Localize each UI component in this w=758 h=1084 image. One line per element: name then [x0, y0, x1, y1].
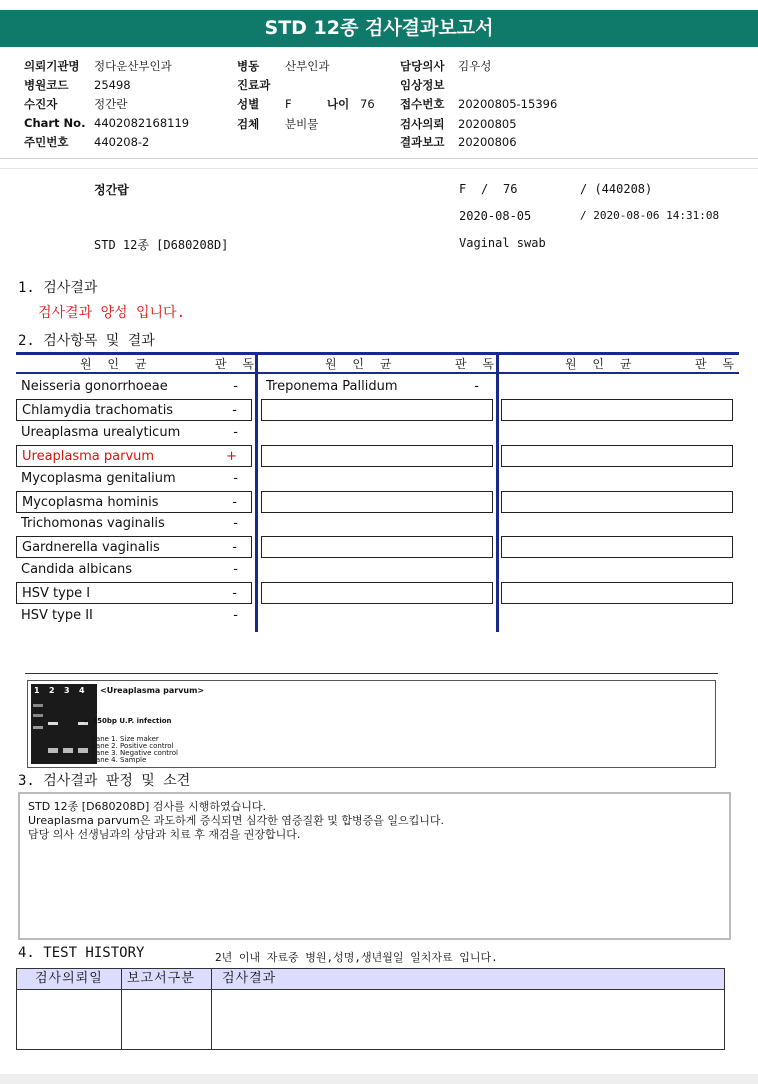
chart-no-row [24, 116, 189, 130]
empty-result-row [501, 445, 733, 467]
sex-row [237, 96, 375, 112]
gel-legend-2: Lane 2. Positive control [92, 742, 174, 750]
gel-band [33, 714, 43, 717]
judgment-value: - [233, 379, 238, 394]
judgment-value: - [232, 540, 237, 556]
empty-result-row [501, 536, 733, 558]
history-col-request-date: 검사의뢰일 [35, 971, 103, 986]
institution-value: 정다운산부인과 [94, 59, 172, 73]
pathogen-name: Mycoplasma hominis [22, 494, 159, 510]
empty-result-row [261, 399, 493, 421]
judgment-value: - [232, 494, 237, 510]
col3-judgment-header: 판 독 [695, 357, 740, 371]
specimen-row [237, 116, 318, 132]
pathogen-name: Ureaplasma parvum [22, 448, 155, 464]
pathogen-name: Gardnerella vaginalis [22, 540, 160, 556]
gel-band [33, 704, 43, 707]
opinion-line-1: STD 12종 [D680208D] 검사를 시행하였습니다. [28, 800, 267, 813]
gel-band [78, 748, 88, 753]
pathogen-name: Chlamydia trachomatis [22, 402, 174, 418]
result-row [16, 605, 252, 627]
judgment-value: - [232, 402, 237, 418]
hospital-code-value: 25498 [94, 78, 131, 92]
pathogen-name: HSV type II [21, 608, 93, 623]
judgment-value: - [233, 470, 238, 486]
specimen-value: 분비물 [285, 117, 319, 131]
history-note: 2년 이내 자료중 병원,성명,생년월일 일치자료 입니다. [215, 951, 498, 964]
empty-result-row [501, 582, 733, 604]
request-label: 검사의뢰 [400, 117, 445, 131]
receipt-label: 접수번호 [400, 97, 445, 111]
judgment-value: - [233, 562, 238, 578]
request-row [400, 116, 517, 132]
empty-result-row [261, 491, 493, 513]
gel-figure [27, 680, 716, 768]
result-row [16, 582, 252, 604]
clinical-row [400, 77, 458, 93]
gel-legend-1: Lane 1. Size maker [92, 735, 159, 743]
pathogen-name: Treponema Pallidum [266, 379, 398, 394]
result-row [16, 399, 252, 421]
result-row [16, 468, 252, 490]
history-col-divider [121, 969, 122, 1049]
col1-judgment-header: 판 독 [215, 357, 260, 371]
result-row [16, 559, 252, 581]
result-row [16, 445, 252, 467]
judgment-value: - [232, 586, 237, 602]
footer-band [0, 1074, 758, 1084]
ward-value: 산부인과 [285, 59, 330, 73]
pathogen-name: HSV type I [22, 586, 91, 602]
chart-no-value: 4402082168119 [94, 116, 190, 130]
history-col-result: 검사결과 [222, 971, 277, 986]
result-row [16, 376, 252, 398]
summary-name: 정간랍 [94, 183, 129, 197]
results-table-header-border [16, 372, 739, 374]
result-row [16, 422, 252, 444]
examinee-row [24, 96, 127, 112]
section3-title: 3. 검사결과 판정 및 소견 [18, 773, 191, 789]
judgment-value: - [233, 516, 238, 532]
chart-no-label: Chart No. [24, 116, 86, 130]
receipt-value: 20200805-15396 [458, 97, 558, 111]
header-divider [0, 158, 758, 159]
sex-value: F [285, 97, 292, 111]
col3-pathogen-header: 원 인 균 [565, 357, 638, 371]
lane-label-2: 2 [49, 686, 55, 695]
opinion-box [18, 792, 731, 940]
gel-top-rule [25, 673, 718, 674]
header-divider-2 [0, 168, 758, 169]
summary-report-datetime: / 2020-08-06 14:31:08 [580, 209, 720, 222]
gel-band [33, 726, 43, 729]
judgment-value: - [474, 379, 479, 394]
history-col-divider [211, 969, 212, 1049]
empty-result-row [261, 445, 493, 467]
ward-row [237, 58, 329, 74]
gel-band [48, 722, 58, 725]
report-value: 20200806 [458, 135, 517, 149]
judgment-value: - [233, 424, 238, 440]
summary-specimen: Vaginal swab [459, 236, 546, 250]
resident-no-label: 주민번호 [24, 135, 69, 149]
sex-label: 성별 [237, 97, 260, 111]
history-table-header [17, 969, 724, 990]
empty-result-row [261, 582, 493, 604]
result-row [16, 536, 252, 558]
summary-id: / (440208) [580, 182, 653, 196]
hospital-code-row [24, 77, 131, 93]
empty-result-row [501, 399, 733, 421]
dept-label: 진료과 [237, 78, 271, 92]
report-label: 결과보고 [400, 135, 445, 149]
resident-no-row [24, 134, 149, 150]
gel-marker-label: ← 350bp U.P. infection [84, 717, 172, 725]
summary-test: STD 12종 [D680208D] [94, 238, 229, 252]
ward-label: 병동 [237, 59, 260, 73]
institution-label: 의뢰기관명 [24, 59, 80, 73]
lane-label-1: 1 [34, 686, 40, 695]
results-col-divider-2 [496, 352, 499, 632]
summary-request-date: 2020-08-05 [459, 209, 532, 223]
report-row [400, 134, 517, 150]
judgment-value: + [226, 448, 237, 464]
result-row [16, 513, 252, 535]
col1-pathogen-header: 원 인 균 [80, 357, 153, 371]
gel-legend-4: Lane 4. Sample [92, 756, 147, 764]
gel-band [48, 748, 58, 753]
institution-row [24, 58, 172, 74]
history-col-report-type: 보고서구분 [127, 971, 195, 986]
resident-no-value: 440208-2 [94, 135, 150, 149]
examinee-label: 수진자 [24, 97, 58, 111]
specimen-label: 검체 [237, 117, 260, 131]
age-label: 나이 [327, 97, 350, 111]
judgment-value: - [233, 608, 238, 623]
hospital-code-label: 병원코드 [24, 78, 69, 92]
age-value: 76 [360, 97, 375, 111]
doctor-row [400, 58, 491, 74]
opinion-line-3: 담당 의사 선생님과의 상담과 치료 후 재검을 권장합니다. [28, 828, 301, 841]
section4-title: 4. TEST HISTORY [18, 945, 145, 961]
gel-band [63, 748, 73, 753]
receipt-row [400, 96, 557, 112]
history-table [16, 968, 725, 1050]
report-title: STD 12종 검사결과보고서 [0, 10, 758, 47]
result-row [261, 376, 493, 398]
section1-title: 1. 검사결과 [18, 280, 98, 296]
section2-title: 2. 검사항목 및 결과 [18, 333, 155, 349]
col2-pathogen-header: 원 인 균 [325, 357, 398, 371]
clinical-label: 임상정보 [400, 78, 445, 92]
empty-result-row [501, 491, 733, 513]
lane-label-3: 3 [64, 686, 70, 695]
empty-result-row [261, 536, 493, 558]
results-col-divider-1 [255, 352, 258, 632]
pathogen-name: Candida albicans [21, 562, 133, 578]
summary-sex: F [459, 182, 467, 196]
request-value: 20200805 [458, 117, 517, 131]
dept-row [237, 77, 285, 93]
pathogen-name: Trichomonas vaginalis [21, 516, 165, 532]
lane-label-4: 4 [79, 686, 85, 695]
doctor-value: 김우성 [458, 59, 492, 73]
col2-judgment-header: 판 독 [455, 357, 500, 371]
pathogen-name: Mycoplasma genitalium [21, 470, 176, 486]
pathogen-name: Ureaplasma urealyticum [21, 424, 181, 440]
summary-age: 76 [503, 182, 518, 196]
summary-slash: / [481, 182, 489, 196]
opinion-line-2: Ureaplasma parvum은 과도하게 증식되면 심각한 염증질환 및 합병증을 일으킵니다. [28, 814, 444, 827]
result-row [16, 491, 252, 513]
pathogen-name: Neisseria gonorrhoeae [21, 379, 168, 394]
examinee-value: 정간란 [94, 97, 128, 111]
gel-legend-3: Lane 3. Negative control [92, 749, 178, 757]
gel-title: <Ureaplasma parvum> [100, 686, 205, 695]
section1-result: 검사결과 양성 입니다. [38, 305, 186, 321]
doctor-label: 담당의사 [400, 59, 445, 73]
